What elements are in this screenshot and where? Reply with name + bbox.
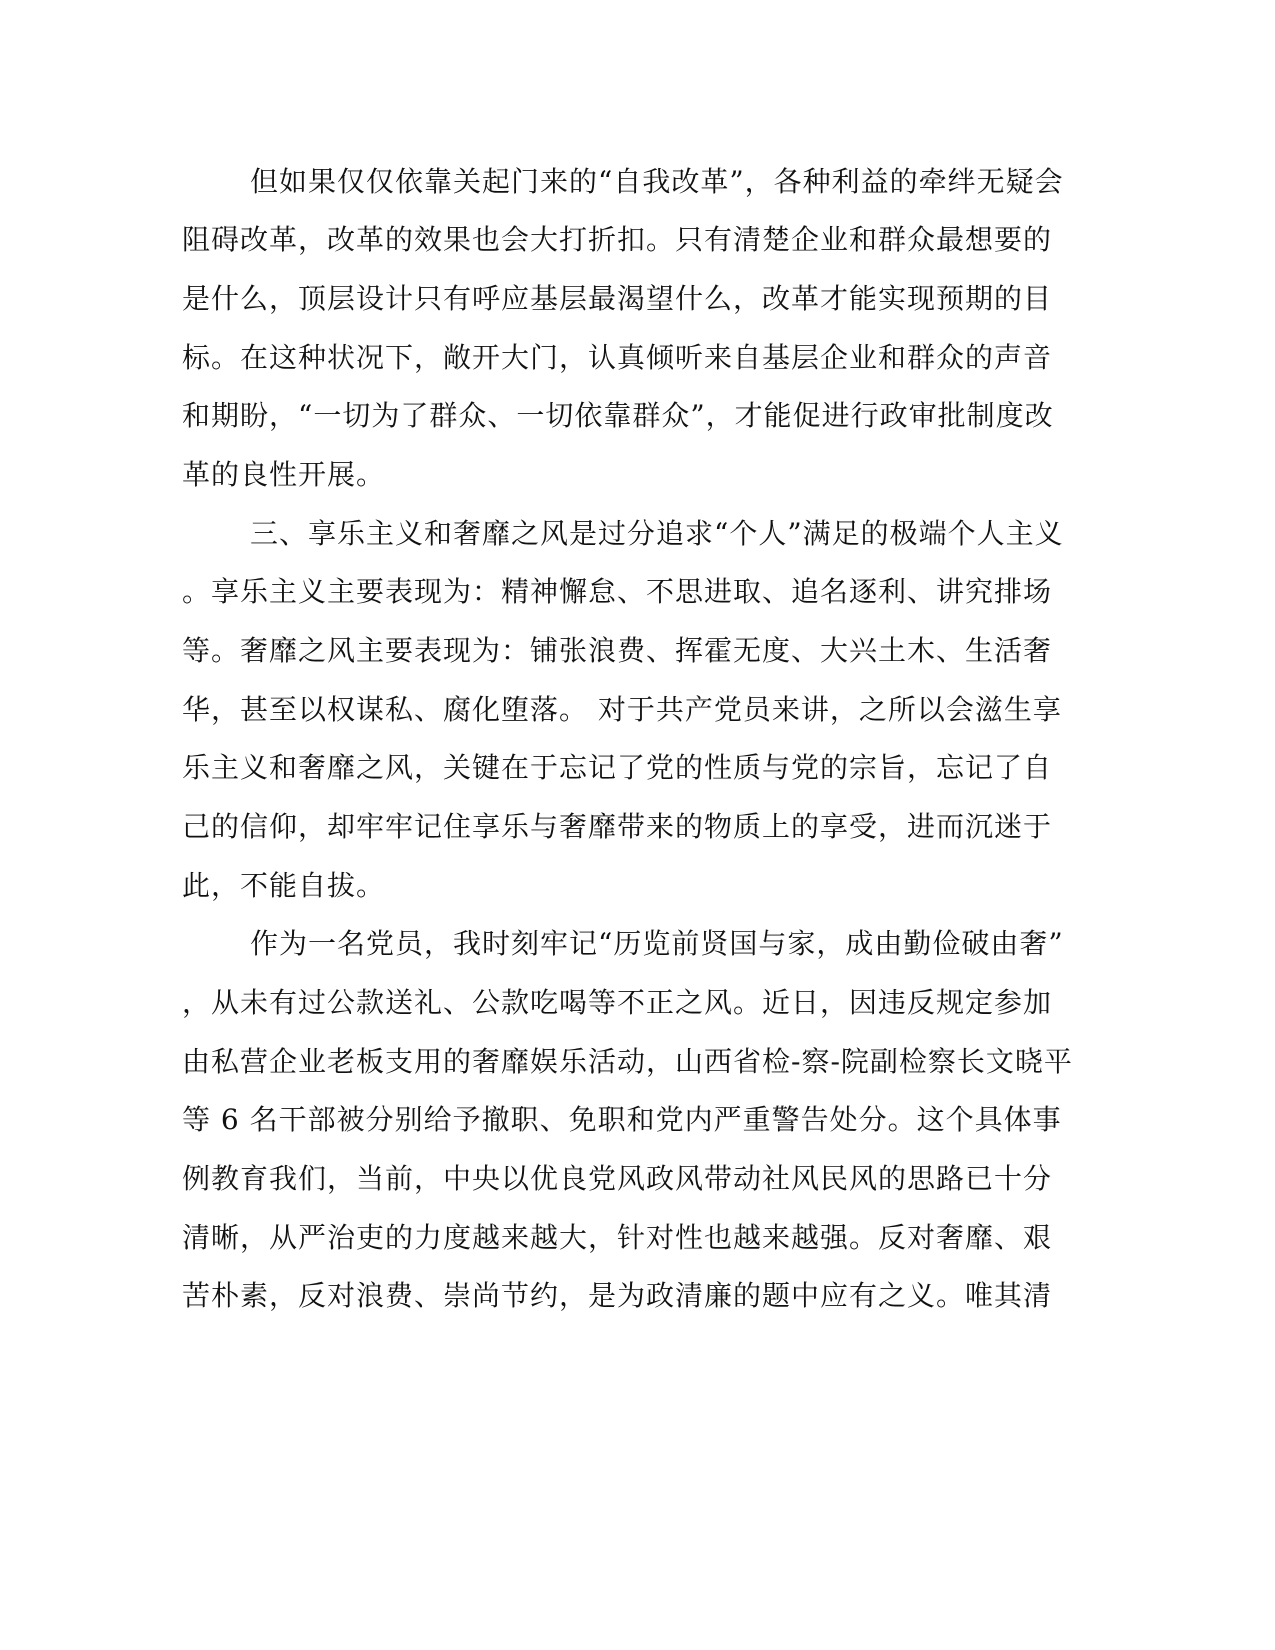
text-line: 三、享乐主义和奢靡之风是过分追求“个人”满足的极端个人主义 <box>250 517 1064 550</box>
text-line: 阻碍改革，改革的效果也会大打折扣。只有清楚企业和群众最想要的 <box>182 223 1053 256</box>
text-line: 清晰，从严治吏的力度越来越大，针对性也越来越强。反对奢靡、艰 <box>182 1221 1053 1254</box>
text-line: 作为一名党员，我时刻牢记“历览前贤国与家，成由勤俭破由奢” <box>250 927 1064 960</box>
text-line: ，从未有过公款送礼、公款吃喝等不正之风。近日，因违反规定参加 <box>182 986 1053 1019</box>
text-line: 此，不能自拔。 <box>182 869 386 902</box>
text-line: 是什么，顶层设计只有呼应基层最渴望什么，改革才能实现预期的目 <box>182 282 1053 315</box>
text-line: 但如果仅仅依靠关起门来的“自我改革”，各种利益的牵绊无疑会 <box>250 165 1064 198</box>
text-line: 等 6 名干部被分别给予撤职、免职和党内严重警告处分。这个具体事 <box>182 1103 1062 1136</box>
text-line: 己的信仰，却牢牢记住享乐与奢靡带来的物质上的享受，进而沉迷于 <box>182 810 1053 843</box>
text-line: 由私营企业老板支用的奢靡娱乐活动，山西省检-察-院副检察长文晓平 <box>182 1045 1073 1078</box>
text-line: 例教育我们，当前，中央以优良党风政风带动社风民风的思路已十分 <box>182 1162 1053 1195</box>
text-line: 。享乐主义主要表现为：精神懈怠、不思进取、追名逐利、讲究排场 <box>182 575 1053 608</box>
text-line: 标。在这种状况下，敞开大门，认真倾听来自基层企业和群众的声音 <box>182 341 1053 374</box>
text-line: 革的良性开展。 <box>182 458 386 491</box>
text-line: 等。奢靡之风主要表现为：铺张浪费、挥霍无度、大兴土木、生活奢 <box>182 634 1053 667</box>
text-line: 华，甚至以权谋私、腐化堕落。 对于共产党员来讲，之所以会滋生享 <box>182 693 1062 726</box>
text-line: 乐主义和奢靡之风，关键在于忘记了党的性质与党的宗旨，忘记了自 <box>182 751 1053 784</box>
text-line: 和期盼，“一切为了群众、一切依靠群众”，才能促进行政审批制度改 <box>182 399 1054 432</box>
text-line: 苦朴素，反对浪费、崇尚节约，是为政清廉的题中应有之义。唯其清 <box>182 1279 1053 1312</box>
